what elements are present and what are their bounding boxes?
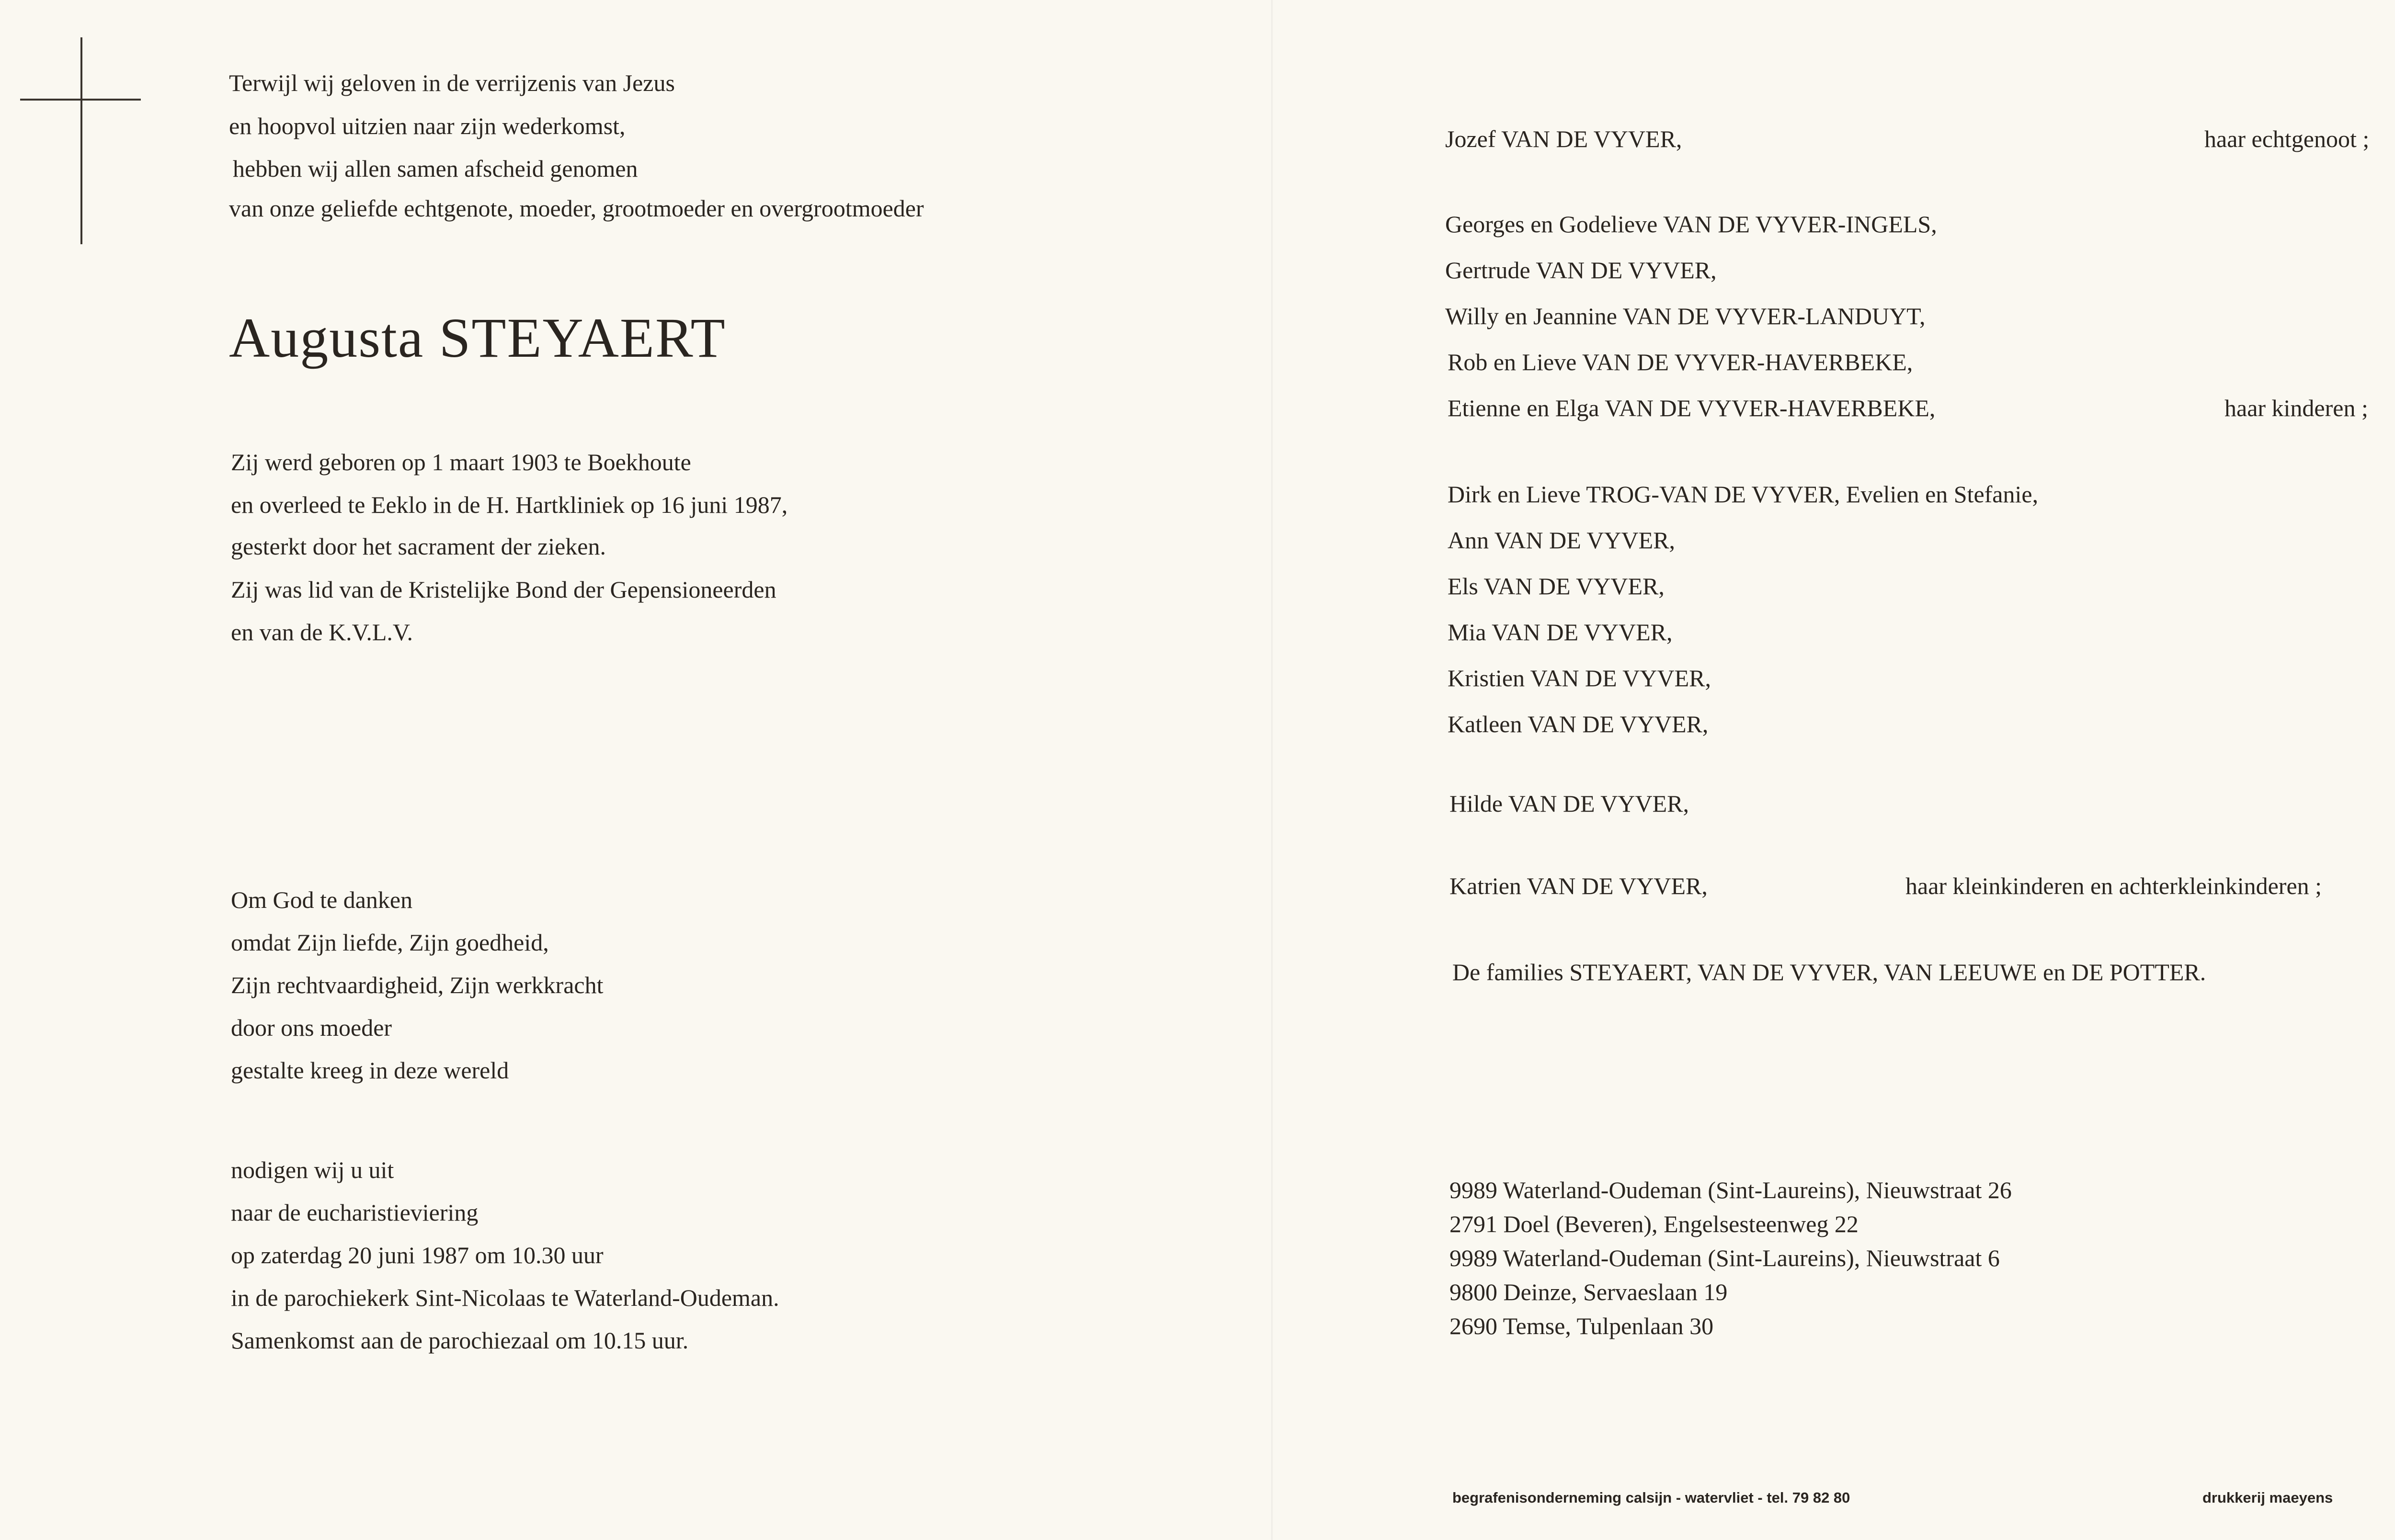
biography-line: Zij werd geboren op 1 maart 1903 te Boekhoute — [231, 449, 691, 476]
invitation-line: in de parochiekerk Sint-Nicolaas te Waterland-Oudeman. — [231, 1284, 779, 1311]
thanks-line: omdat Zijn liefde, Zijn goedheid, — [231, 929, 549, 956]
invitation-line: op zaterdag 20 juni 1987 om 10.30 uur — [231, 1242, 604, 1268]
children-relation: haar kinderen ; — [2224, 395, 2368, 421]
child-line: Rob en Lieve VAN DE VYVER-HAVERBEKE, — [1448, 349, 1913, 375]
grandchild-line: Katrien VAN DE VYVER, — [1449, 872, 1708, 899]
biography-line: gesterkt door het sacrament der zieken. — [231, 533, 606, 560]
biography-line: en van de K.V.L.V. — [231, 619, 413, 645]
grandchild-line: Ann VAN DE VYVER, — [1448, 527, 1676, 554]
opening-line: hebben wij allen samen afscheid genomen — [233, 155, 638, 182]
opening-line: van onze geliefde echtgenote, moeder, grootmoeder en overgrootmoeder — [229, 195, 924, 222]
grandchild-line: Hilde VAN DE VYVER, — [1449, 790, 1689, 817]
biography-line: en overleed te Eeklo in de H. Hartkliniek op 16 juni 1987, — [231, 491, 788, 518]
grandchild-line: Dirk en Lieve TROG-VAN DE VYVER, Evelien en Stefanie, — [1448, 481, 2039, 508]
child-line: Georges en Godelieve VAN DE VYVER-INGELS, — [1445, 211, 1937, 238]
invitation-line: nodigen wij u uit — [231, 1156, 394, 1183]
address-line: 2690 Temse, Tulpenlaan 30 — [1449, 1313, 1714, 1339]
spouse-relation: haar echtgenoot ; — [2204, 125, 2370, 152]
address-line: 9989 Waterland-Oudeman (Sint-Laureins), Nieuwstraat 6 — [1449, 1245, 2000, 1271]
grandchild-line: Mia VAN DE VYVER, — [1448, 619, 1673, 645]
address-line: 9800 Deinze, Servaeslaan 19 — [1449, 1279, 1728, 1305]
thanks-line: door ons moeder — [231, 1014, 392, 1041]
grandchild-line: Els VAN DE VYVER, — [1448, 573, 1665, 600]
printer-credit: drukkerij maeyens — [2202, 1489, 2333, 1506]
invitation-line: Samenkomst aan de parochiezaal om 10.15 uur. — [231, 1327, 689, 1354]
center-fold — [1271, 0, 1273, 1540]
spouse-name: Jozef VAN DE VYVER, — [1445, 125, 1682, 152]
thanks-line: Om God te danken — [231, 886, 413, 913]
invitation-line: naar de eucharistieviering — [231, 1199, 479, 1226]
families-line: De families STEYAERT, VAN DE VYVER, VAN LEEUWE en DE POTTER. — [1452, 959, 2206, 985]
grandchildren-relation: haar kleinkinderen en achterkleinkinderen ; — [1905, 872, 2322, 899]
opening-line: en hoopvol uitzien naar zijn wederkomst, — [229, 113, 626, 139]
child-line: Etienne en Elga VAN DE VYVER-HAVERBEKE, — [1448, 395, 1936, 421]
deceased-name: Augusta STEYAERT — [229, 306, 726, 369]
thanks-line: gestalte kreeg in deze wereld — [231, 1057, 509, 1084]
address-line: 9989 Waterland-Oudeman (Sint-Laureins), Nieuwstraat 26 — [1449, 1177, 2012, 1203]
child-line: Willy en Jeannine VAN DE VYVER-LANDUYT, — [1445, 303, 1926, 329]
address-line: 2791 Doel (Beveren), Engelsesteenweg 22 — [1449, 1211, 1859, 1237]
biography-line: Zij was lid van de Kristelijke Bond der Gepensioneerden — [231, 576, 776, 603]
child-line: Gertrude VAN DE VYVER, — [1445, 257, 1717, 283]
grandchild-line: Kristien VAN DE VYVER, — [1448, 665, 1711, 691]
thanks-line: Zijn rechtvaardigheid, Zijn werkkracht — [231, 972, 604, 998]
grandchild-line: Katleen VAN DE VYVER, — [1448, 711, 1709, 737]
undertaker-credit: begrafenisonderneming calsijn - watervliet - tel. 79 82 80 — [1452, 1489, 1850, 1506]
opening-line: Terwijl wij geloven in de verrijzenis van Jezus — [229, 69, 675, 96]
